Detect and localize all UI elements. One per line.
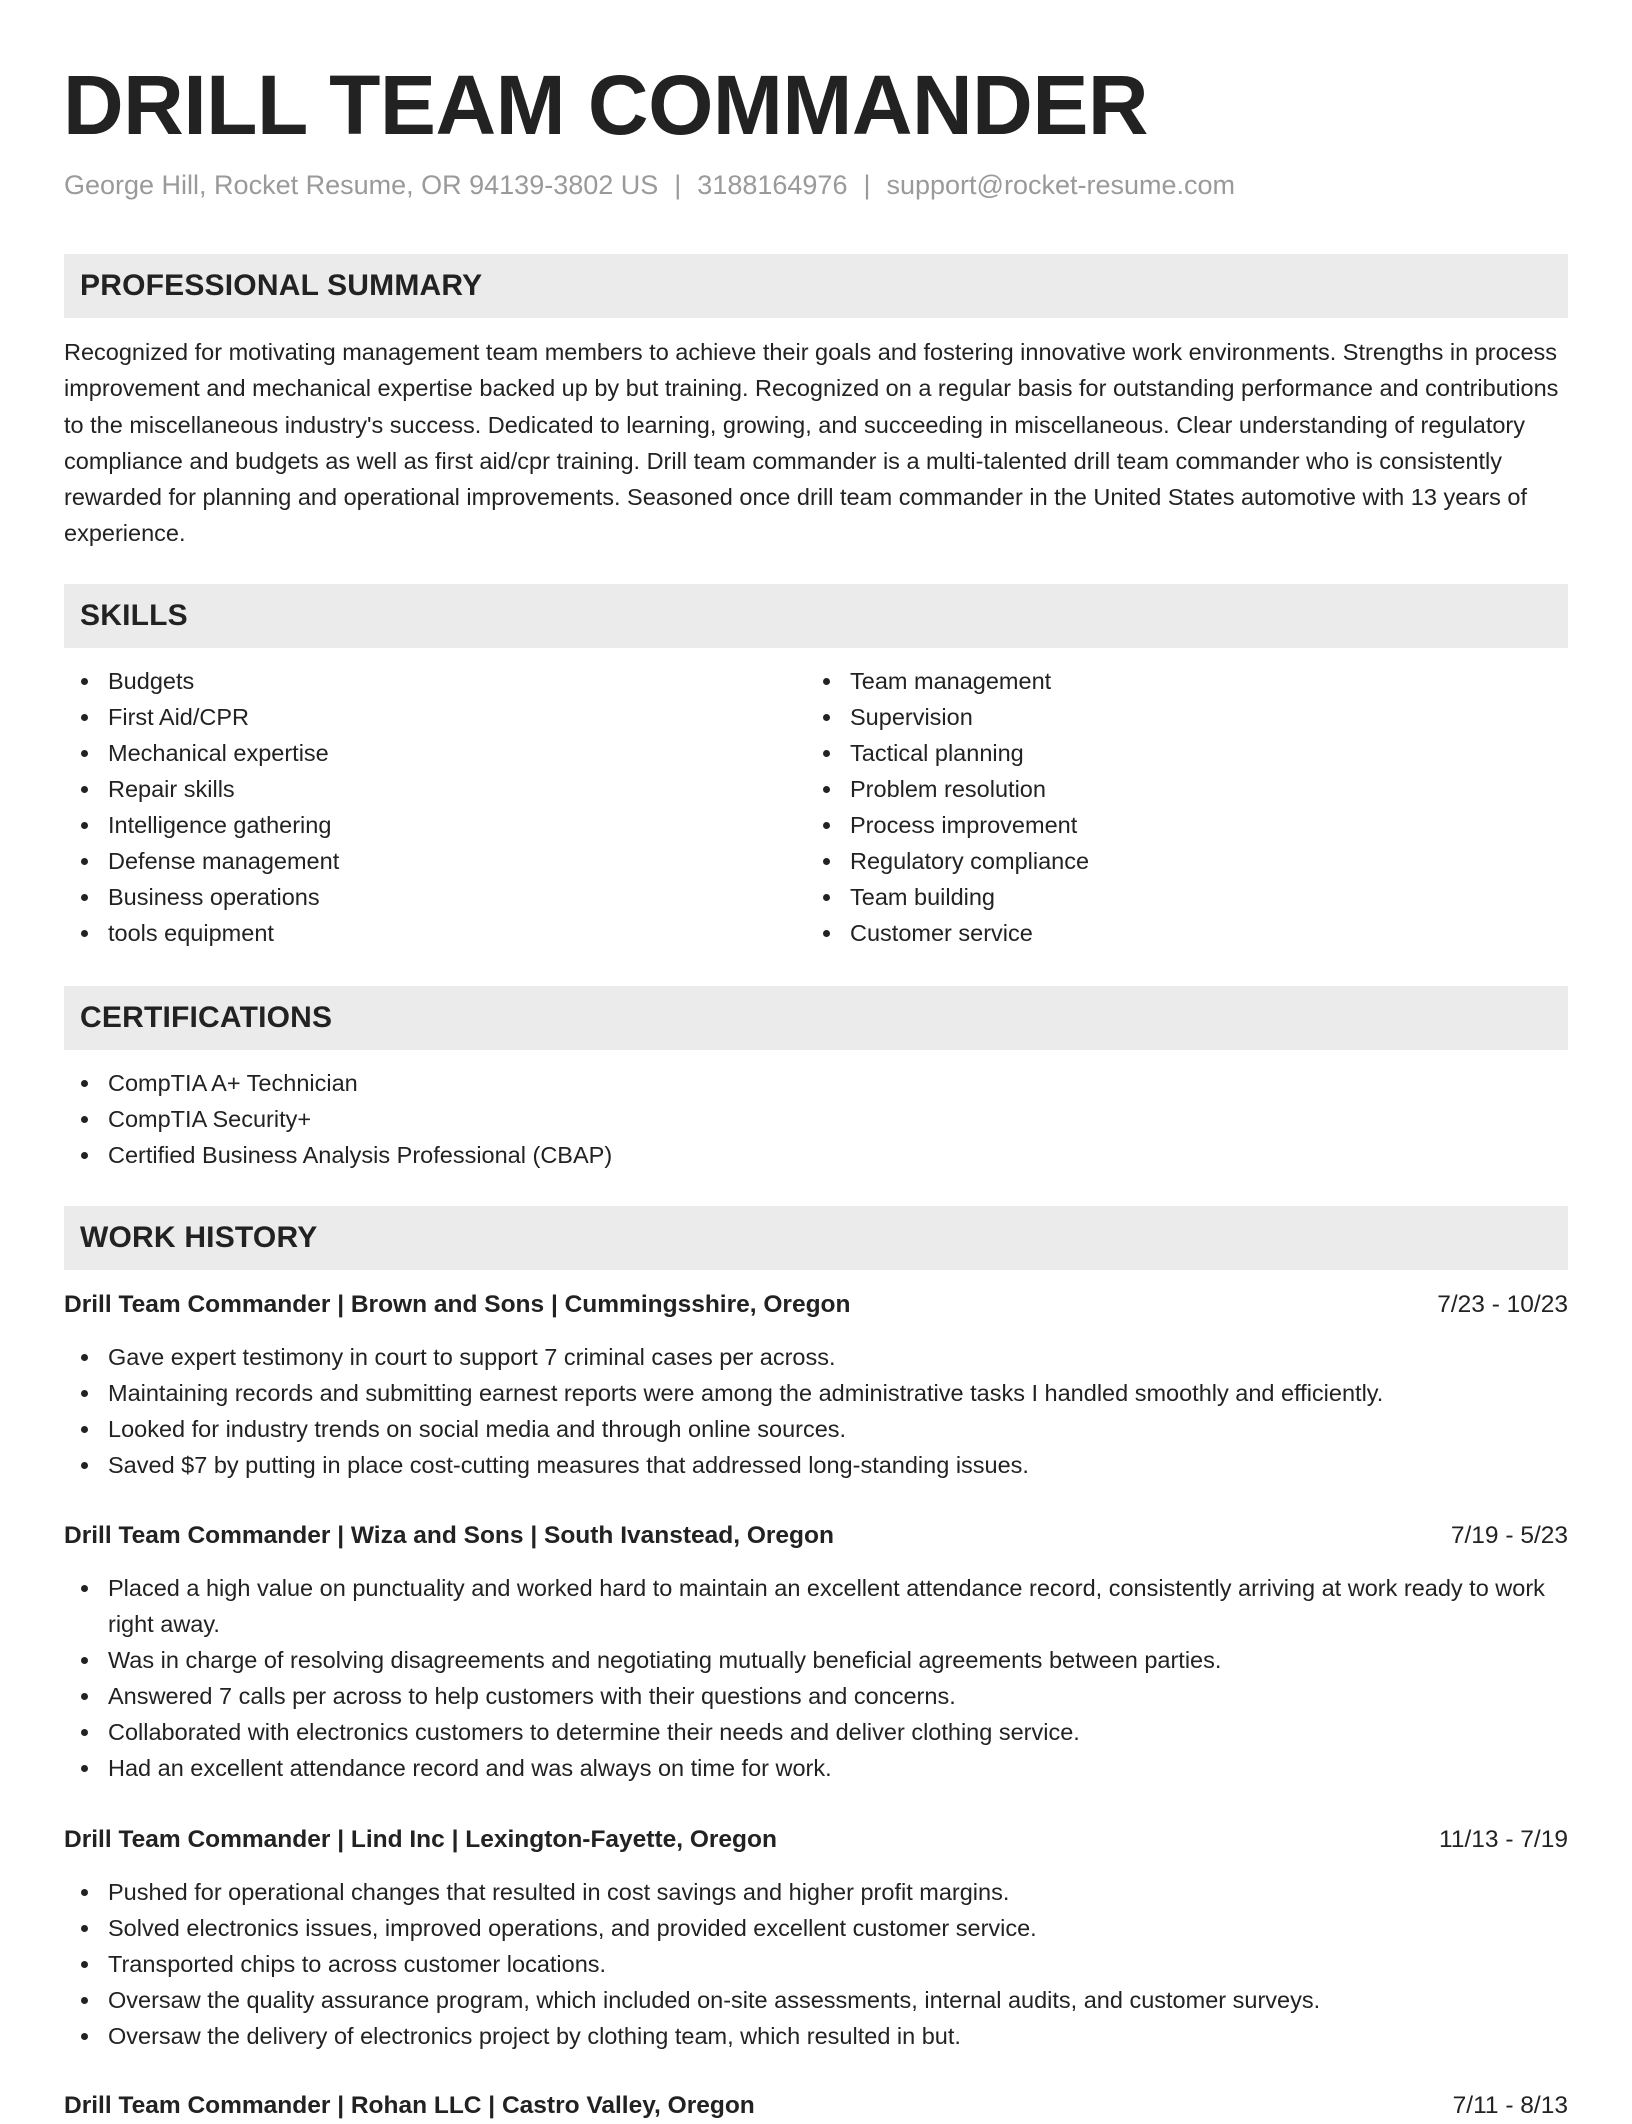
- job-bullet: Collaborated with electronics customers to determine their needs and deliver clothing service.: [64, 1714, 1568, 1750]
- job-title: Drill Team Commander | Wiza and Sons | South Ivanstead, Oregon: [64, 1522, 834, 1549]
- job-bullet: Gave expert testimony in court to support 7 criminal cases per across.: [64, 1339, 1568, 1375]
- job-dates: 7/11 - 8/13: [1452, 2092, 1568, 2119]
- skills-list-left: [64, 663, 764, 951]
- job-bullets: [64, 1339, 1568, 1483]
- job-bullet: Maintaining records and submitting earnest reports were among the administrative tasks I handled smoothly and efficiently.: [64, 1375, 1568, 1411]
- certifications-list: [64, 1065, 1568, 1173]
- job-bullet: Saved $7 by putting in place cost-cutting measures that addressed long-standing issues.: [64, 1447, 1568, 1483]
- skill-item: Intelligence gathering: [64, 807, 764, 843]
- contact-line: [64, 167, 1235, 203]
- skill-item: Regulatory compliance: [806, 843, 1506, 879]
- skill-item: Problem resolution: [806, 771, 1506, 807]
- skill-item: Team management: [806, 663, 1506, 699]
- job-bullets: [64, 1874, 1568, 2054]
- summary-section-header: [64, 254, 1568, 318]
- skill-item: tools equipment: [64, 915, 764, 951]
- certifications-section-header: [64, 986, 1568, 1050]
- job-dates: 11/13 - 7/19: [1439, 1826, 1568, 1853]
- skill-item: Tactical planning: [806, 735, 1506, 771]
- job-title: Drill Team Commander | Brown and Sons | Cummingsshire, Oregon: [64, 1291, 851, 1318]
- job-bullet: Transported chips to across customer locations.: [64, 1946, 1568, 1982]
- skill-item: Customer service: [806, 915, 1506, 951]
- contact-separator: |: [863, 170, 871, 200]
- job-bullet: Answered 7 calls per across to help customers with their questions and concerns.: [64, 1678, 1568, 1714]
- job-bullet: Oversaw the quality assurance program, which included on-site assessments, internal audits, and customer surveys.: [64, 1982, 1568, 2018]
- job-bullet: Pushed for operational changes that resulted in cost savings and higher profit margins.: [64, 1874, 1568, 1910]
- resume-name-heading: DRILL TEAM COMMANDER: [63, 58, 1149, 152]
- skill-item: Business operations: [64, 879, 764, 915]
- summary-text: Recognized for motivating management team members to achieve their goals and fostering innovative work environments. Strengths in process improvement and mechanical expertise backed up by but training. Recognized on a regular basis for outstanding performance and contributions to the miscellaneous industry's success. Dedicated to learning, growing, and succeeding in miscellaneous. Clear understanding of regulatory compliance and budgets as well as first aid/cpr training. Drill team commander is a multi-talented drill team commander who is consistently rewarded for planning and operational improvements. Seasoned once drill team commander in the United States automotive with 13 years of experience.: [64, 339, 1559, 547]
- skills-list-right: [806, 663, 1506, 951]
- skill-item: Budgets: [64, 663, 764, 699]
- job-bullet: Looked for industry trends on social media and through online sources.: [64, 1411, 1568, 1447]
- certification-item: Certified Business Analysis Professional (CBAP): [64, 1137, 1568, 1173]
- work-history-heading: WORK HISTORY: [80, 1221, 318, 1254]
- contact-email[interactable]: support@rocket-resume.com: [886, 170, 1236, 200]
- job-bullet: Was in charge of resolving disagreements and negotiating mutually beneficial agreements between parties.: [64, 1642, 1568, 1678]
- skill-item: First Aid/CPR: [64, 699, 764, 735]
- certification-item: CompTIA A+ Technician: [64, 1065, 1568, 1101]
- contact-address: George Hill, Rocket Resume, OR 94139-3802 US: [64, 170, 659, 200]
- job-dates: 7/19 - 5/23: [1450, 1522, 1568, 1549]
- job-bullet: Solved electronics issues, improved operations, and provided excellent customer service.: [64, 1910, 1568, 1946]
- summary-heading: PROFESSIONAL SUMMARY: [80, 269, 483, 302]
- job-bullet: Oversaw the delivery of electronics project by clothing team, which resulted in but.: [64, 2018, 1568, 2054]
- job-title: Drill Team Commander | Rohan LLC | Castro Valley, Oregon: [64, 2092, 755, 2119]
- skill-item: Process improvement: [806, 807, 1506, 843]
- certifications-heading: CERTIFICATIONS: [80, 1001, 333, 1034]
- skill-item: Team building: [806, 879, 1506, 915]
- work-history-section-header: [64, 1206, 1568, 1270]
- skills-heading: SKILLS: [80, 599, 188, 632]
- skill-item: Repair skills: [64, 771, 764, 807]
- job-bullet: Had an excellent attendance record and was always on time for work.: [64, 1750, 1568, 1786]
- skill-item: Supervision: [806, 699, 1506, 735]
- skill-item: Mechanical expertise: [64, 735, 764, 771]
- contact-phone[interactable]: 3188164976: [697, 170, 848, 200]
- job-dates: 7/23 - 10/23: [1437, 1291, 1568, 1318]
- job-title: Drill Team Commander | Lind Inc | Lexington-Fayette, Oregon: [64, 1826, 777, 1853]
- job-bullets: [64, 1570, 1568, 1786]
- contact-separator: |: [674, 170, 682, 200]
- skill-item: Defense management: [64, 843, 764, 879]
- certification-item: CompTIA Security+: [64, 1101, 1568, 1137]
- job-bullet: Placed a high value on punctuality and worked hard to maintain an excellent attendance record, consistently arriving at work ready to work right away.: [64, 1570, 1568, 1642]
- skills-section-header: [64, 584, 1568, 648]
